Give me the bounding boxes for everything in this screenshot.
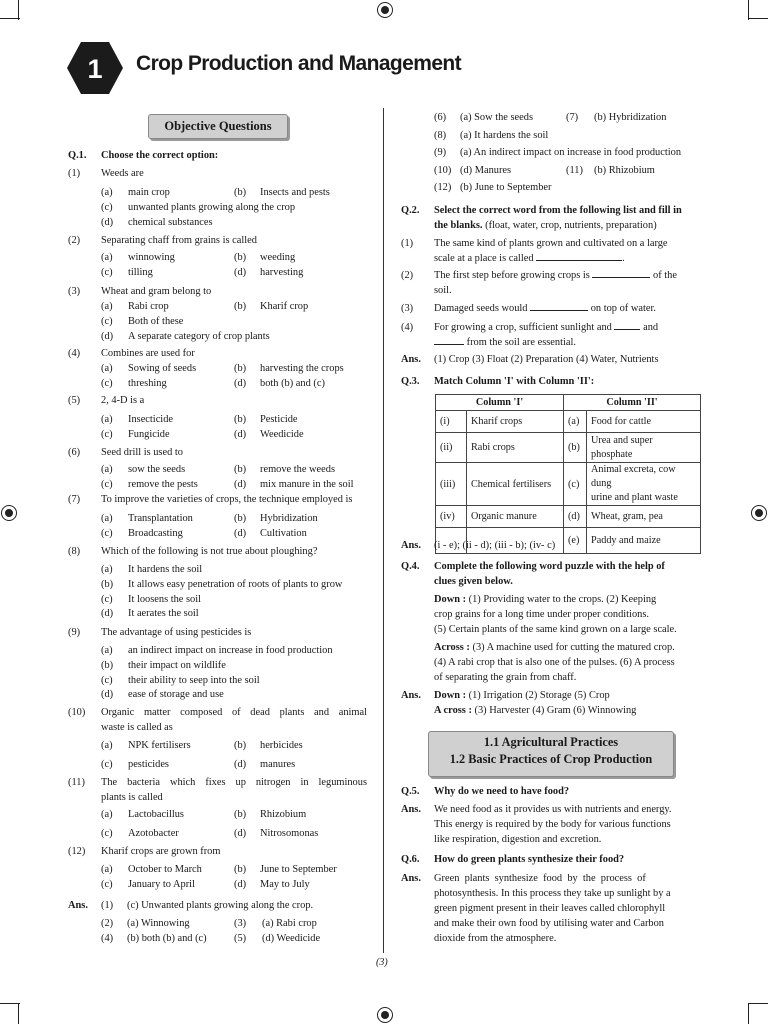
option-text: threshing bbox=[128, 378, 167, 389]
q2-item-2-line2: soil. bbox=[434, 285, 452, 296]
match-col1-text: Organic manure bbox=[467, 506, 564, 528]
match-col1-text: Kharif crops bbox=[467, 411, 564, 433]
option-letter: (b) bbox=[234, 864, 247, 875]
match-table-row bbox=[436, 463, 701, 506]
match-i-number: (i) bbox=[436, 411, 467, 433]
question-number: (9) bbox=[68, 627, 81, 638]
question-text: Which of the following is not true about ploughing? bbox=[101, 546, 318, 557]
match-col2-text bbox=[587, 433, 701, 463]
option-letter: (b) bbox=[234, 513, 247, 524]
option-letter: (b) bbox=[101, 660, 114, 671]
question-number: (2) bbox=[68, 235, 81, 246]
registration-mark-top bbox=[377, 2, 393, 18]
answer-text: (a) An indirect impact on increase in food production bbox=[460, 147, 682, 158]
option-letter: (c) bbox=[101, 479, 113, 490]
q5-text: Why do we need to have food? bbox=[434, 786, 570, 797]
q1-number: Q.1. bbox=[68, 150, 87, 161]
objective-questions-heading: Objective Questions bbox=[148, 114, 288, 139]
q4-answer-across-label: A cross : bbox=[434, 705, 472, 716]
option-text: unwanted plants growing along the crop bbox=[128, 202, 296, 213]
option-letter: (d) bbox=[101, 608, 114, 619]
q2-item-2-num: (2) bbox=[401, 270, 414, 281]
answer-text: (a) Winnowing bbox=[127, 918, 190, 929]
q5-answer-line3: like respiration, digestion and excretion. bbox=[434, 834, 602, 845]
option-letter: (c) bbox=[101, 202, 113, 213]
option-letter: (b) bbox=[234, 809, 247, 820]
crop-mark bbox=[748, 1003, 768, 1004]
option-text: sow the seeds bbox=[128, 464, 186, 475]
page-number: (3) bbox=[376, 957, 388, 968]
question-number: (10) bbox=[68, 707, 86, 718]
option-text: their impact on wildlife bbox=[128, 660, 226, 671]
q4-across-line3: of separating the grain from chaff. bbox=[434, 672, 577, 683]
option-text: remove the pests bbox=[128, 479, 198, 490]
option-text: Weedicide bbox=[260, 429, 304, 440]
option-letter: (c) bbox=[101, 759, 113, 770]
answer-number: (9) bbox=[434, 147, 447, 158]
q6-answer-line1: Green plants synthesize food by the process of bbox=[434, 873, 646, 884]
q2-item-2-text: The first step before growing crops is bbox=[434, 270, 590, 281]
option-text: June to September bbox=[260, 864, 337, 875]
option-letter: (d) bbox=[234, 759, 247, 770]
option-letter: (c) bbox=[101, 528, 113, 539]
crop-mark bbox=[18, 0, 19, 20]
question-text: Combines are used for bbox=[101, 348, 195, 359]
q4-across-text: (3) A machine used for cutting the matured crop. bbox=[472, 642, 675, 653]
option-letter: (d) bbox=[101, 689, 114, 700]
fill-blank bbox=[614, 320, 640, 330]
match-j-letter: (b) bbox=[564, 433, 587, 463]
fill-blank bbox=[536, 251, 622, 261]
q2-item-3-text: Damaged seeds would bbox=[434, 303, 528, 314]
question-text: Organic matter composed of dead plants and animal bbox=[101, 707, 367, 718]
column-divider bbox=[383, 108, 384, 953]
question-text: plants is called bbox=[101, 792, 163, 803]
option-letter: (d) bbox=[234, 879, 247, 890]
q6-text: How do green plants synthesize their food? bbox=[434, 854, 625, 865]
match-j-letter: (c) bbox=[564, 463, 587, 506]
section-heading-line1: 1.1 Agricultural Practices bbox=[483, 735, 619, 749]
q4-number: Q.4. bbox=[401, 561, 420, 572]
q2-answer-label: Ans. bbox=[401, 354, 421, 365]
match-i-number: (iii) bbox=[436, 463, 467, 506]
q2-item-1-line1: The same kind of plants grown and cultivated on a large bbox=[434, 238, 668, 249]
option-text: manures bbox=[260, 759, 296, 770]
match-j-letter: (d) bbox=[564, 506, 587, 528]
match-table-row bbox=[436, 411, 701, 433]
question-number: (1) bbox=[68, 168, 81, 179]
q1-text: Choose the correct option: bbox=[101, 150, 219, 161]
q2-item-4-num: (4) bbox=[401, 322, 414, 333]
option-text: Pesticide bbox=[260, 414, 298, 425]
question-number: (12) bbox=[68, 846, 86, 857]
question-text: Weeds are bbox=[101, 168, 144, 179]
answer-text: (a) It hardens the soil bbox=[460, 130, 549, 141]
option-text: Azotobacter bbox=[128, 828, 179, 839]
q4-across-label: Across : bbox=[434, 642, 470, 653]
match-col1-text: Rabi crops bbox=[467, 433, 564, 463]
answer-number: (1) bbox=[101, 900, 114, 911]
q2-item-1-num: (1) bbox=[401, 238, 414, 249]
answer-number: (2) bbox=[101, 918, 114, 929]
match-j-letter: (a) bbox=[564, 411, 587, 433]
option-text: Fungicide bbox=[128, 429, 170, 440]
match-col2-text bbox=[587, 528, 701, 554]
option-letter: (c) bbox=[101, 828, 113, 839]
option-text: both (b) and (c) bbox=[260, 378, 325, 389]
q4-text-line2: clues given below. bbox=[434, 576, 513, 587]
q5-answer-line2: This energy is required by the body for various functions bbox=[434, 819, 671, 830]
option-letter: (a) bbox=[101, 252, 113, 263]
option-text: Sowing of seeds bbox=[128, 363, 197, 374]
option-letter: (a) bbox=[101, 513, 113, 524]
option-text: Transplantation bbox=[128, 513, 193, 524]
option-text: Kharif crop bbox=[260, 301, 309, 312]
q4-down-line3: (5) Certain plants of the same kind grown on a large scale. bbox=[434, 624, 677, 635]
q2-text-bold: the blanks. bbox=[434, 220, 483, 231]
q4-text-line1: Complete the following word puzzle with the help of bbox=[434, 561, 665, 572]
match-j-letter: (e) bbox=[564, 528, 587, 554]
answer-number: (4) bbox=[101, 933, 114, 944]
answer-text: (a) Rabi crop bbox=[262, 918, 317, 929]
option-letter: (b) bbox=[234, 740, 247, 751]
q4-answer-across bbox=[434, 703, 636, 718]
option-letter: (a) bbox=[101, 740, 113, 751]
q3-number: Q.3. bbox=[401, 376, 420, 387]
match-table-row bbox=[436, 506, 701, 528]
crop-mark bbox=[748, 0, 749, 20]
question-number: (7) bbox=[68, 494, 81, 505]
option-letter: (c) bbox=[101, 594, 113, 605]
q4-answer-across-text: (3) Harvester (4) Gram (6) Winnowing bbox=[474, 705, 637, 716]
question-text: The bacteria which fixes up nitrogen in leguminous bbox=[101, 777, 367, 788]
q5-answer-label: Ans. bbox=[401, 804, 421, 815]
option-letter: (d) bbox=[234, 378, 247, 389]
q2-item-1-line2 bbox=[434, 251, 625, 266]
crop-mark bbox=[748, 18, 768, 19]
q6-answer-line4: and make their own food by utilising water and Carbon bbox=[434, 918, 664, 929]
option-text: herbicides bbox=[260, 740, 303, 751]
match-col2-line: Urea and super bbox=[591, 434, 653, 446]
option-text: Cultivation bbox=[260, 528, 307, 539]
q2-item-4-line2 bbox=[434, 335, 576, 350]
section-heading-line2: 1.2 Basic Practices of Crop Production bbox=[449, 752, 653, 766]
q6-answer-line3: green pigment present in their leaves called chlorophyll bbox=[434, 903, 666, 914]
option-letter: (b) bbox=[234, 464, 247, 475]
question-number: (4) bbox=[68, 348, 81, 359]
q2-word-list: (float, water, crop, nutrients, preparation) bbox=[482, 220, 657, 231]
column-2-header: Column 'II' bbox=[564, 395, 701, 411]
option-letter: (b) bbox=[101, 579, 114, 590]
registration-mark-bottom bbox=[377, 1007, 393, 1023]
match-col2-line: Wheat, gram, pea bbox=[591, 510, 663, 522]
option-letter: (d) bbox=[101, 331, 114, 342]
match-col2-line: Paddy and maize bbox=[591, 534, 661, 546]
q2-text-line2 bbox=[434, 218, 657, 233]
option-letter: (d) bbox=[234, 828, 247, 839]
option-letter: (a) bbox=[101, 645, 113, 656]
option-text: tilling bbox=[128, 267, 153, 278]
chapter-number-hexagon bbox=[66, 40, 124, 96]
option-text: ease of storage and use bbox=[128, 689, 224, 700]
option-letter: (d) bbox=[234, 429, 247, 440]
fill-blank bbox=[434, 335, 464, 345]
option-text: Insects and pests bbox=[260, 187, 330, 198]
option-letter: (b) bbox=[234, 301, 247, 312]
option-letter: (b) bbox=[234, 187, 247, 198]
option-text: May to July bbox=[260, 879, 310, 890]
question-text: waste is called as bbox=[101, 722, 173, 733]
q6-answer-label: Ans. bbox=[401, 873, 421, 884]
answer-text: (d) Weedicide bbox=[262, 933, 321, 944]
match-col2-text bbox=[587, 463, 701, 506]
option-text: an indirect impact on increase in food production bbox=[128, 645, 333, 656]
q2-item-3-end: on top of water. bbox=[590, 303, 656, 314]
question-text: The advantage of using pesticides is bbox=[101, 627, 252, 638]
q2-item-4-text: For growing a crop, sufficient sunlight and bbox=[434, 322, 612, 333]
q2-item-1-text: scale at a place is called bbox=[434, 253, 534, 264]
q2-answer: (1) Crop (3) Float (2) Preparation (4) Water, Nutrients bbox=[434, 354, 659, 365]
answer-text: (b) Hybridization bbox=[594, 112, 667, 123]
option-text: mix manure in the soil bbox=[260, 479, 354, 490]
option-text: chemical substances bbox=[128, 217, 213, 228]
option-text: January to April bbox=[128, 879, 195, 890]
q4-down-label: Down : bbox=[434, 594, 467, 605]
option-text: It hardens the soil bbox=[128, 564, 203, 575]
option-letter: (d) bbox=[234, 267, 247, 278]
q4-down-line2: crop grains for a long time under proper conditions. bbox=[434, 609, 649, 620]
option-text: harvesting bbox=[260, 267, 304, 278]
option-text: Rabi crop bbox=[128, 301, 169, 312]
crop-mark bbox=[0, 1003, 20, 1004]
answer-text: (b) June to September bbox=[460, 182, 552, 193]
option-text: winnowing bbox=[128, 252, 175, 263]
question-text: To improve the varieties of crops, the technique employed is bbox=[101, 494, 353, 505]
section-heading bbox=[428, 731, 674, 777]
option-text: Hybridization bbox=[260, 513, 318, 524]
option-text: remove the weeds bbox=[260, 464, 336, 475]
question-text: 2, 4-D is a bbox=[101, 395, 145, 406]
q3-answer-label: Ans. bbox=[401, 540, 421, 551]
option-letter: (c) bbox=[101, 267, 113, 278]
match-col2-line: phosphate bbox=[591, 448, 633, 460]
option-text: pesticides bbox=[128, 759, 169, 770]
q2-item-3-line1 bbox=[434, 301, 656, 316]
option-letter: (b) bbox=[234, 252, 247, 263]
option-letter: (a) bbox=[101, 301, 113, 312]
question-text: Seed drill is used to bbox=[101, 447, 183, 458]
option-letter: (a) bbox=[101, 414, 113, 425]
answer-number: (3) bbox=[234, 918, 247, 929]
option-text: October to March bbox=[128, 864, 202, 875]
question-number: (5) bbox=[68, 395, 81, 406]
answer-text: (c) Unwanted plants growing along the crop. bbox=[127, 900, 314, 911]
fill-blank bbox=[592, 268, 650, 278]
option-text: Rhizobium bbox=[260, 809, 307, 820]
option-letter: (a) bbox=[101, 864, 113, 875]
crop-mark bbox=[0, 18, 20, 19]
option-letter: (d) bbox=[234, 479, 247, 490]
option-letter: (a) bbox=[101, 809, 113, 820]
q2-item-4-line1 bbox=[434, 320, 658, 335]
answer-text: (b) both (b) and (c) bbox=[127, 933, 207, 944]
match-col2-text bbox=[587, 506, 701, 528]
option-letter: (a) bbox=[101, 564, 113, 575]
q3-text: Match Column 'I' with Column 'II': bbox=[434, 376, 595, 387]
answer-number: (6) bbox=[434, 112, 447, 123]
q2-item-4-end: from the soil are essential. bbox=[466, 337, 576, 348]
q3-answer: (i - e); (ii - d); (iii - b); (iv- c) bbox=[434, 540, 556, 551]
question-number: (8) bbox=[68, 546, 81, 557]
match-i-number: (ii) bbox=[436, 433, 467, 463]
q4-answer-down-text: (1) Irrigation (2) Storage (5) Crop bbox=[468, 690, 610, 701]
option-letter: (c) bbox=[101, 675, 113, 686]
option-letter: (b) bbox=[234, 363, 247, 374]
q4-across-line2: (4) A rabi crop that is also one of the pulses. (6) A process bbox=[434, 657, 675, 668]
match-col2-line: Food for cattle bbox=[591, 415, 652, 427]
question-text: Wheat and gram belong to bbox=[101, 286, 212, 297]
q4-across-line1 bbox=[434, 640, 675, 655]
option-text: It loosens the soil bbox=[128, 594, 202, 605]
option-text: main crop bbox=[128, 187, 170, 198]
answer-number: (12) bbox=[434, 182, 452, 193]
option-letter: (d) bbox=[234, 528, 247, 539]
option-text: It allows easy penetration of roots of plants to grow bbox=[128, 579, 343, 590]
q4-answer-down-label: Down : bbox=[434, 690, 467, 701]
match-col2-text bbox=[587, 411, 701, 433]
answer-number: (10) bbox=[434, 165, 452, 176]
q2-number: Q.2. bbox=[401, 205, 420, 216]
option-text: weeding bbox=[260, 252, 296, 263]
option-text: their ability to seep into the soil bbox=[128, 675, 260, 686]
q6-answer-line5: dioxide from the atmosphere. bbox=[434, 933, 557, 944]
option-letter: (c) bbox=[101, 879, 113, 890]
option-text: Insecticide bbox=[128, 414, 174, 425]
q4-down-text: (1) Providing water to the crops. (2) Keeping bbox=[468, 594, 657, 605]
option-text: Nitrosomonas bbox=[260, 828, 319, 839]
q5-number: Q.5. bbox=[401, 786, 420, 797]
option-letter: (a) bbox=[101, 464, 113, 475]
option-text: harvesting the crops bbox=[260, 363, 344, 374]
match-col1-text: Chemical fertilisers bbox=[467, 463, 564, 506]
option-letter: (c) bbox=[101, 316, 113, 327]
question-text: Kharif crops are grown from bbox=[101, 846, 221, 857]
registration-mark-left bbox=[1, 505, 17, 521]
match-table-row bbox=[436, 433, 701, 463]
answer-text: (d) Manures bbox=[460, 165, 512, 176]
option-text: Lactobacillus bbox=[128, 809, 184, 820]
q2-item-3-num: (3) bbox=[401, 303, 414, 314]
crop-mark bbox=[748, 1004, 749, 1024]
registration-mark-right bbox=[751, 505, 767, 521]
q2-text-line1: Select the correct word from the following list and fill in bbox=[434, 205, 682, 216]
option-letter: (a) bbox=[101, 187, 113, 198]
question-number: (11) bbox=[68, 777, 85, 788]
option-text: NPK fertilisers bbox=[128, 740, 191, 751]
chapter-number: 1 bbox=[87, 54, 103, 84]
answer-number: (8) bbox=[434, 130, 447, 141]
q6-number: Q.6. bbox=[401, 854, 420, 865]
option-text: Both of these bbox=[128, 316, 184, 327]
q2-item-2-line1 bbox=[434, 268, 677, 283]
option-letter: (a) bbox=[101, 363, 113, 374]
answer-text: (b) Rhizobium bbox=[594, 165, 655, 176]
option-letter: (c) bbox=[101, 378, 113, 389]
question-text: Separating chaff from grains is called bbox=[101, 235, 257, 246]
fill-blank bbox=[530, 301, 588, 311]
match-i-number: (iv) bbox=[436, 506, 467, 528]
q4-answer-label: Ans. bbox=[401, 690, 421, 701]
q4-answer-down bbox=[434, 688, 610, 703]
q2-item-2-end: of the bbox=[653, 270, 677, 281]
option-letter: (c) bbox=[101, 429, 113, 440]
option-text: Broadcasting bbox=[128, 528, 183, 539]
q6-answer-line2: photosynthesis. In this process they take up sunlight by a bbox=[434, 888, 671, 899]
q2-item-4-and: and bbox=[643, 322, 659, 333]
q2-item-1-end: . bbox=[622, 253, 625, 264]
option-letter: (b) bbox=[234, 414, 247, 425]
question-number: (6) bbox=[68, 447, 81, 458]
crop-mark bbox=[18, 1004, 19, 1024]
question-number: (3) bbox=[68, 286, 81, 297]
answer-number: (5) bbox=[234, 933, 247, 944]
answer-number: (11) bbox=[566, 165, 583, 176]
answer-label: Ans. bbox=[68, 900, 88, 911]
answer-text: (a) Sow the seeds bbox=[460, 112, 534, 123]
match-col2-line: urine and plant waste bbox=[591, 492, 678, 503]
q5-answer-line1: We need food as it provides us with nutrients and energy. bbox=[434, 804, 672, 815]
answer-number: (7) bbox=[566, 112, 579, 123]
match-col2-line: Animal excreta, cow dung bbox=[591, 464, 676, 489]
q4-down-line1 bbox=[434, 592, 656, 607]
option-text: A separate category of crop plants bbox=[128, 331, 270, 342]
chapter-title: Crop Production and Management bbox=[136, 52, 462, 75]
option-letter: (d) bbox=[101, 217, 114, 228]
match-table bbox=[435, 394, 701, 554]
option-text: It aerates the soil bbox=[128, 608, 199, 619]
column-1-header: Column 'I' bbox=[436, 395, 564, 411]
